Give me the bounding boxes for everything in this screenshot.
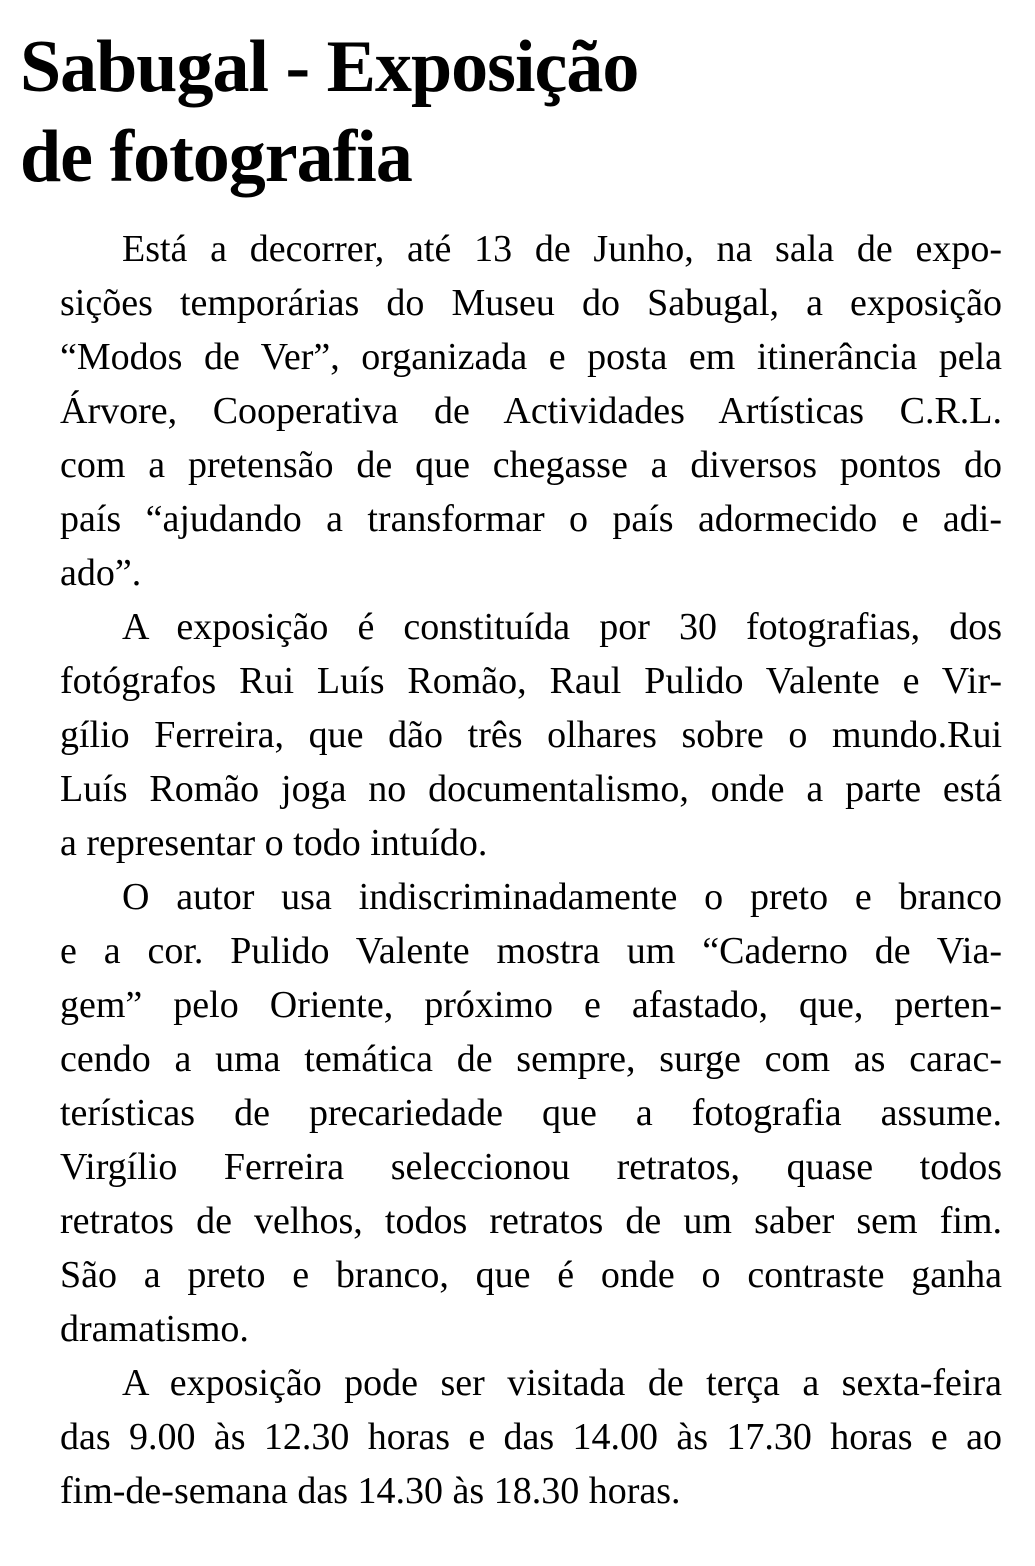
text-line: A exposição é constituída por 30 fotografias, dos [122, 606, 1002, 648]
text-line: A exposição pode ser visitada de terça a sexta-feira [122, 1362, 1002, 1404]
article-headline [20, 22, 1010, 202]
text-line: cendo a uma temática de sempre, surge com as carac- [60, 1038, 1002, 1080]
text-line: com a pretensão de que chegasse a diversos pontos do [60, 444, 1002, 486]
text-line: gem” pelo Oriente, próximo e afastado, que, perten- [60, 984, 1002, 1026]
text-line: Luís Romão joga no documentalismo, onde a parte está [60, 768, 1002, 810]
text-line: e a cor. Pulido Valente mostra um “Caderno de Via- [60, 930, 1002, 972]
text-line: Virgílio Ferreira seleccionou retratos, quase todos [60, 1146, 1002, 1188]
text-line: das 9.00 às 12.30 horas e das 14.00 às 17.30 horas e ao [60, 1416, 1002, 1458]
text-line: terísticas de precariedade que a fotografia assume. [60, 1092, 1002, 1134]
paragraph-4 [60, 1356, 1002, 1518]
text-line: fotógrafos Rui Luís Romão, Raul Pulido Valente e Vir- [60, 660, 1002, 702]
text-line: fim-de-semana das 14.30 às 18.30 horas. [60, 1470, 681, 1512]
text-line: país “ajudando a transformar o país adormecido e adi- [60, 498, 1002, 540]
text-line: “Modos de Ver”, organizada e posta em itinerância pela [60, 336, 1002, 378]
text-line: a representar o todo intuído. [60, 822, 488, 864]
headline-line: Sabugal - Exposição [20, 26, 639, 108]
text-line: O autor usa indiscriminadamente o preto e branco [122, 876, 1002, 918]
text-line: gílio Ferreira, que dão três olhares sobre o mundo.Rui [60, 714, 1002, 756]
text-line: sições temporárias do Museu do Sabugal, a exposição [60, 282, 1002, 324]
paragraph-3 [60, 870, 1002, 1356]
text-line: Está a decorrer, até 13 de Junho, na sala de expo- [122, 228, 1002, 270]
text-line: São a preto e branco, que é onde o contraste ganha [60, 1254, 1002, 1296]
text-line: dramatismo. [60, 1308, 249, 1350]
headline-line: de fotografia [20, 116, 412, 198]
paragraph-2 [60, 600, 1002, 870]
text-line: ado”. [60, 552, 142, 594]
text-line: retratos de velhos, todos retratos de um saber sem fim. [60, 1200, 1002, 1242]
paragraph-1 [60, 222, 1002, 600]
article-body [60, 222, 1002, 1518]
text-line: Árvore, Cooperativa de Actividades Artísticas C.R.L. [60, 390, 1002, 432]
